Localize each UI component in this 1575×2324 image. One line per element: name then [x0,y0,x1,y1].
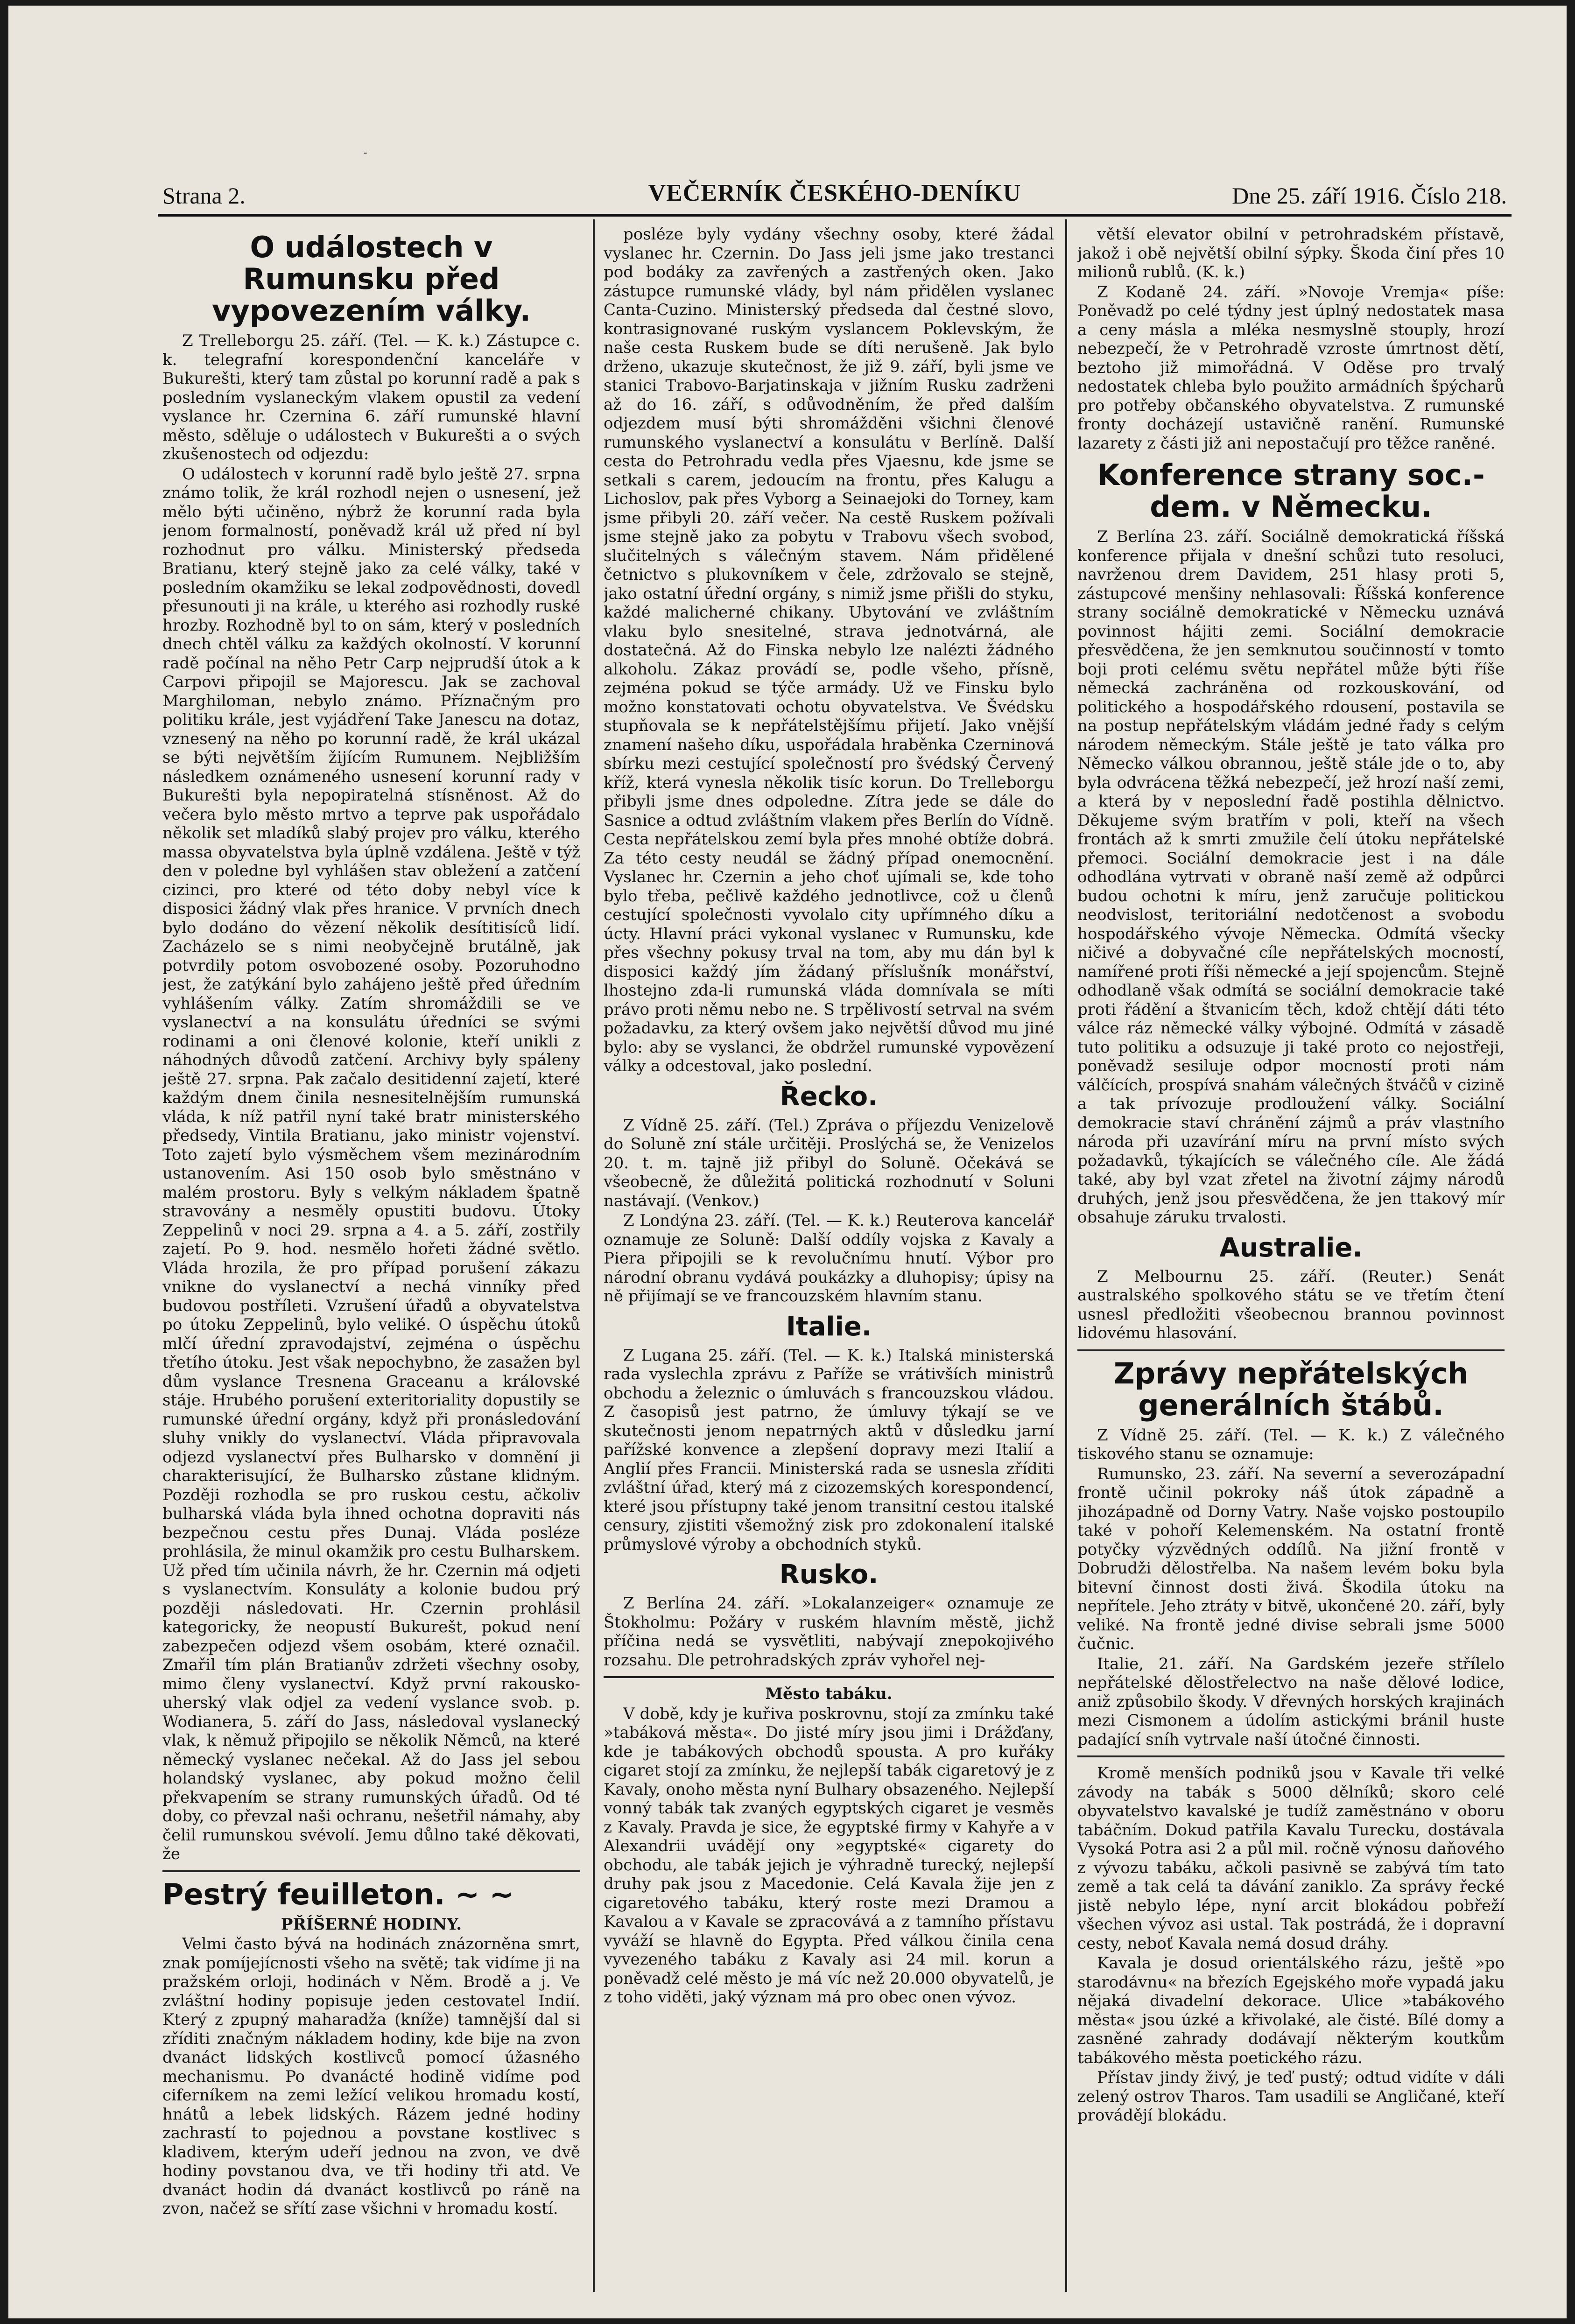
top-mark: - [363,146,367,160]
feuilleton-subtitle: PŘÍŠERNÉ HODINY. [281,1915,462,1934]
paragraph: Z Trelleborgu 25. září. (Tel. — K. k.) Zástupce c. k. telegrafní korespondenční kanceláře v Bukurešti, který tam zůstal po korunní radě a pak s posledním vyslaneckým vlakem opustil za vedení vyslance hr. Czernina 6. září rumunské hlavní město, sděluje o událostech v Bukurešti a o svých zkušenostech od odjezdu: [162,331,580,463]
paragraph: Z Berlína 24. září. »Lokalanzeiger« oznamuje ze Štokholmu: Požáry v ruském hlavním městě, jichž příčina nedá se vysvětliti, nabývají znepokojivého rozsahu. Dle petrohradských zpráv vyhořel nej- [604,1594,1054,1670]
column-2 [604,225,1054,2297]
column-1 [162,225,580,2297]
feuilleton-body [162,1935,580,2219]
subarticle-title: Město tabáku. [765,1685,893,1703]
section-rule [1077,1755,1505,1757]
column-divider-1 [593,219,595,2292]
rusko-continued [1077,225,1505,453]
section-rule [1077,1349,1505,1351]
section-body-italie [604,1346,1054,1554]
paragraph: Přístav jindy živý, je teď pustý; odtud vidíte v dáli zelený ostrov Tharos. Tam usadili se Angličané, kteří provádějí blokádu. [1077,2068,1505,2125]
section-title-italie: Italie. [786,1311,872,1342]
article-body-rumunsko [162,331,580,1864]
section-rule [162,1870,580,1872]
paragraph: Italie, 21. září. Na Gardském jezeře střílelo nepřátelské dělostřelectvo na naše dělové lodice, aniž způsobilo škody. V dřevných horských krajinách mezi Cismonem a údolím astickými bránil huste padající sníh vytrvale naší útočné činnosti. [1077,1654,1505,1749]
paragraph: Z Melbournu 25. září. (Reuter.) Senát australského spolkového státu se ve třetím čtení usnesl předložiti všeobecnou brannou povinnost lidovému hlasování. [1077,1267,1505,1342]
feuilleton-title: Pestrý feuilleton. ~ ~ [162,1877,514,1911]
column-divider-2 [1065,219,1067,2292]
paragraph: Z Londýna 23. září. (Tel. — K. k.) Reuterova kancelář oznamuje ze Soluně: Další oddíly vojska z Kavaly a Piera připojili se k revolučnímu hnutí. Výbor pro národní obranu vydává poukázky a dluhopisy; úpisy na ně přijímají se ve francouzském hlavním stanu. [604,1211,1054,1306]
paragraph: Velmi často bývá na hodinách znázorněna smrt, znak pomíjejícnosti všeho na světě; tak vidíme ji na pražském orloji, hodinách v Něm. Brodě a j. Ve zvláštní hodiny popisuje jeden cestovatel Indií. Který z zpupný maharadža (kníže) tamnější dal si zříditi značným nákladem hodiny, kde bije na zvon dvanáct lidských kostlivců pomocí úžasného mechanismu. Po dvanácté hodině vidíme pod ciferníkem na zemi ležící velikou hromadu kostí, hnátů a lebek lidských. Rázem jedné hodiny zachrastí to pojednou a povstane kostlivec s kladivem, kterým udeří jednou na zvon, ve dvě hodiny povstanou dva, ve tři hodiny tři atd. Ve dvanáct hodin dá dvanáct kostlivců po ráně na zvon, načež se sřítí zase všichni v hromadu kostí. [162,1935,580,2218]
newspaper-title: VEČERNÍK ČESKÉHO-DENÍKU [648,180,1021,206]
date-issue: Dne 25. září 1916. Číslo 218. [1232,183,1507,209]
paragraph: Z Vídně 25. září. (Tel. — K. k.) Z válečného tiskového stanu se oznamuje: [1077,1425,1505,1463]
paragraph: Kavala je dosud orientálského rázu, ještě »po starodávnu« na březích Egejského moře vypadá jaku nějaká divadelní dekorace. Ulice »tabákového města« jsou úzké a křivolaké, ale čisté. Bílé domy a zasněné zahrady dodávají některým koutkům tabákového města poetického rázu. [1077,1954,1505,2067]
section-body-australie [1077,1267,1505,1343]
column-3 [1077,225,1505,2297]
newspaper-page [8,6,1567,2318]
section-title-zpravy: Zprávy nepřátelských generálních štábů. [1113,1356,1469,1422]
page-number: Strana 2. [162,183,246,209]
section-title-rusko: Rusko. [779,1559,879,1590]
paragraph: Rumunsko, 23. září. Na severní a severozápadní frontě učinil pokroky náš útok západně a jihozápadně od Dorny Vatry. Naše vojsko postoupilo také v pohoří Kelemenském. Na ostatní frontě potyčky výzvědných oddílů. Na jižní frontě v Dobrudži dělostřelba. Na našem levém boku byla bitevní činnost dosti živá. Škodila útoku na nepřítele. Jeho ztráty v bitvě, ukončené 20. září, byly veliké. Na frontě jedné divise sebrali jsme 5000 čučnic. [1077,1464,1505,1653]
article-title-rumunsko: O událostech v Rumunsku před vypovezením války. [212,230,531,328]
paragraph: V době, kdy je kuřiva poskrovnu, stojí za zmínku také »tabáková města«. Do jisté míry jsou jimi i Drážďany, kde je tabákových obchodů spousta. A pro kuřáky cigaret stojí za zmínku, že nejlepší tabák cigaretový je z Kavaly, onoho města nyní Bulhary obsazeného. Nejlepší vonný tabák tak zvaných egyptských cigaret je vesměs z Kavaly. Pravda je sice, že egyptské firmy v Kahyře a v Alexandrii uvádějí ony »egyptské« cigarety do obchodu, ale tabák jejich je výhradně turecký, nejlepší druhy pak jsou z Macedonie. Celá Kavala žije jen z cigaretového tabáku, který roste mezi Dramou a Kavalou a v Kavale se zpracovává a z tamního přístavu vyváží se hlavně do Egypta. Před válkou činila cena vyvezeného tabáku z Kavaly asi 24 mil. korun a poněvadž celé město je má víc než 20.000 obyvatelů, je z toho viděti, jaký význam má pro obec onen vývoz. [604,1704,1054,2007]
section-title-konference: Konference strany soc.-dem. v Německu. [1097,458,1485,524]
paragraph: Z Berlína 23. září. Sociálně demokratická říšská konference přijala v dnešní schůzi tuto resoluci, navrženou drem Davidem, 251 hlasy proti 5, zástupcové menšiny nehlasovali: Říšská konference strany sociálně demokratické v Německu uznává povinnost hájiti zemi. Sociální demokracie přesvědčena, že jen semknutou součinností v tomto boji proti celému světu nepřátel může býti říše německá zachráněna od rozkouskování, od politického a hospodářského rdousení, postavila se na postup nepřátelským vládám jedné řady s celým národem německým. Stále ještě je tato válka pro Německo válkou obrannou, ještě stále jde o to, aby byla odvrácena těžká nebezpečí, jež hrozí naší zemi, a která by v neposlední řadě postihla dělnictvo. Děkujeme svým bratřím v poli, kteří na všech frontách až k smrti zmužile čelí útoku nepřátelské přemoci. Sociální demokracie jest i na dále odhodlána vytrvati v obraně naší země až odpůrci budou ochotni k míru, jenž zaručuje politickou neodvislost, teritoriální nedotčenost a svobodu hospodářského vývoje Německa. Odmítá všecky ničivé a dobyvačné cíle nepřátelských mocností, namířené proti říši německé a její spojencům. Stejně odhodlaně však odmítá se sociální demokracie také proti řádění a štvanicím těch, kdož chtějí dáti této válce ráz německé války výbojné. Odmítá v zásadě tuto politiku a odsuzuje ji také proto co nejostřeji, poněvadž sesiluje odpor mocností proti nám válčících, prospívá snahám válečných štváčů v cizině a tak prívozuje prodloužení války. Sociální demokracie staví chránění zájmů a práv vlastního národa při uzavírání míru na první místo svých požadavků, týkajících se válečného cíle. Ale žádá také, aby byl vzat zřetel na životní zájmy národů druhých, jenž jsou přesvědčena, že jen ttakový mír obsahuje záruku trvalosti. [1077,527,1505,1227]
section-body-zpravy [1077,1426,1505,1749]
subarticle-body-continued [1077,1764,1505,2125]
paragraph: posléze byly vydány všechny osoby, které žádal vyslanec hr. Czernin. Do Jass jeli jsme jako trestanci pod bodáky za zavřených a zastřených oken. Jako zástupce rumunské vlády, byl nám přidělen vyslanec Canta-Cuzino. Ministerský předseda dal čestné slovo, kontrasignované ruským vyslancem Poklevským, že naše cesta Ruskem bude se díti nerušeně. Jak bylo drženo, ukazuje skutečnost, že již 9. září, byli jsme ve stanici Trabovo-Barjatinskaja v jižním Rusku zadrženi až do 16. září, s odůvodněním, že před dalším odjezdem musí býti shromážděni všichni členové rumunského vyslanectví a konsulátu v Berlíně. Další cesta do Petrohradu vedla přes Vjaesnu, kde jsme se setkali s carem, jedoucím na frontu, přes Kalugu a Lichoslov, pak přes Vyborg a Seinaejoki do Torney, kam jsme přibyli 20. září večer. Na cestě Ruskem požívali jsme stejně jako za pobytu v Trabovu všech svobod, slučitelných s válečným stavem. Nám přidělené četnictvo s plukovníkem v čele, zdržovalo se stejně, jako ostatní úřední orgány, s nimiž jsme přišli do styku, každé malicherné chikany. Ubytování ve zvláštním vlaku bylo snesitelné, strava jednotvárná, ale dostatečná. Až do Finska nebylo lze nalézti žádného alkoholu. Zákaz provádí se, podle všeho, přísně, zejména pokud se týče armády. Už ve Finsku bylo možno konstatovati ochotu obyvatelstva. Ve Švédsku stupňovala se k nepřátelstějšímu přijetí. Jako vnější znamení našeho díku, uspořádala hraběnka Czerninová sbírku mezi cestující společností pro švédský Červený kříž, která vynesla několik tisíc korun. Do Trelleborgu přibyli jsme dnes odpoledne. Zítra jede se dále do Sasnice a odtud zvláštním vlakem přes Berlín do Vídně. Cesta nepřátelskou zemí byla přes mnohé obtíže dobrá. Za této cesty neudál se žádný případ onemocnění. Vyslanec hr. Czernin a jeho choť ujímali se, kde toho bylo třeba, pečlivě každého jednotlivce, což u členů cestující společnosti vyvolalo city upřímného díku a úcty. Hlavní práci vykonal vyslanec v Rumunsku, kde přes všechny pokusy trval na tom, aby mu dán byl k disposici každý jím žádaný příslušník monářství, lhostejno zda-li rumunská vláda domnívala se míti právo proti němu nebo ne. S trpělivostí setrval na svém požadavku, za který ovšem jako největší důvod mu jiné bylo: aby se vyslanci, že obdržel rumunské vypovězení války a odcestoval, jako poslední. [604,225,1054,1075]
header-rule [158,214,1512,217]
section-body-recko [604,1116,1054,1306]
subarticle-body [604,1705,1054,2007]
paragraph: O událostech v korunní radě bylo ještě 27. srpna známo tolik, že král rozhodl nejen o usnesení, jež mělo býti učiněno, nýbrž že korunní rada byla jenom formalností, poněvadž král už před ní byl rozhodnut pro válku. Ministerský předseda Bratianu, který stejně jako za celé války, také v posledním okamžiku se lekal zodpovědnosti, dovedl přesunouti ji na krále, u kterého asi rozhodly ruské hrozby. Rozhodně byl to on sám, který v posledních dnech chtěl válku za každých okolností. V korunní radě počínal na něho Petr Carp nejprudší útok a k Carpovi připojil se Majorescu. Jak se zachoval Marghiloman, nebylo známo. Příznačným pro politiku krále, jest vyjádření Take Janescu na dotaz, vznesený na něho po korunní radě, že král ukázal se býti největším žijícím Rumunem. Nejbližším následkem oznámeného usnesení korunní rady v Bukurešti byla nepopiratelná stísněnost. Až do večera bylo město mrtvo a teprve pak uspořádalo několik set mladíků slabý projev pro válku, kterého massa obyvatelstva byla úplně vzdálena. Ještě v týž den v poledne byl vyhlášen stav obležení a zatčení cizinci, pro které od této doby nebyl více k disposici žádný vlak přes hranice. V prvních dnech bylo dodáno do vězení několik desítitisíců lidí. Zacházelo se s nimi neobyčejně brutálně, jak potvrdily potom osvobozené osoby. Pozoruhodno jest, že zatýkání bylo zahájeno ještě před úředním vyhlášením války. Zatím shromáždili se ve vyslanectví a na konsulátu úředníci se svými rodinami a oni členové kolonie, kteří unikli z náhodných důvodů zatčení. Archivy byly spáleny ještě 27. srpna. Pak začalo desitidenní zajetí, které každým dnem činila nesnesitelnějším rumunská vláda, k níž patřil nyní také bratr ministerského předsedy, Vintila Bratianu, jako ministr vojenství. Toto zajetí bylo výsměchem všem mezinárodním ustanovením. Asi 150 osob bylo směstnáno v malém prostoru. Byly s velkým nákladem špatně stravovány a nesměly opustiti budovu. Útoky Zeppelinů v noci 29. srpna a 4. a 5. září, zostřily zajetí. Po 9. hod. nesmělo hořeti žádné světlo. Vláda hrozila, že pro případ porušení zákazu vnikne do vyslanectví a nechá vinníky před budovou postříleti. Vzrušení úřadů a obyvatelstva po útoku Zeppelinů, bylo veliké. O úspěchu útoků mlčí úřední zpravodajství, zejména o úspěchu třetího útoku. Jest však nepochybno, že zasažen byl dům vyslance Tresnena Graceanu a královské stáje. Hrubého porušení exteritoriality dopustily se rumunské úřední orgány, když při pronásledování sluhy vnikly do vyslanectví. Vláda připravovala odjezd vyslanectví přes Bulharsko v domnění ji charakterisující, že Bulharsko zůstane klidným. Později rozhodla se pro ruskou cestu, ačkoliv bulharská vláda byla ihned ochotna dopraviti nás bezpečnou cestu přes Dunaj. Vláda posléze prohlásila, že minul okamžik pro cestu Bulharskem. Už před tím učinila návrh, že hr. Czernin má odjeti s vyslanectvím. Konsuláty a kolonie budou prý později následovati. Hr. Czernin prohlásil kategoricky, že neopustí Bukurešt, pokud není zabezpečen odjezd všem osobám, které označil. Zmařil tím plán Bratianův zdržeti všechny osoby, mimo členy vyslanectví. Když první rakousko-uherský vlak odjel za vedení vyslance svob. p. Wodianera, 5. září do Jass, následoval vyslanecký vlak, k němuž připojilo se několik Němců, na které německý vyslanec nečekal. Až do Jass jel sebou holandský vyslanec, aby pokud možno čelil překvapením se strany rumunských úřadů. Od té doby, co převzal naši ochranu, nešetřil námahy, aby čelil rumunskou svévolí. Jemu důlno také děkovati, že [162,464,580,1863]
section-rule [604,1676,1054,1678]
page-header [162,179,1507,212]
paragraph: Z Kodaně 24. září. »Novoje Vremja« píše: Poněvadž po celé týdny jest úplný nedostatek masa a ceny másla a mléka nesmyslně stouply, hrozí nebezpečí, že v Petrohradě vzroste úmrtnost dětí, beztoho již mimořádná. V Oděse pro trvalý nedostatek chleba bylo použito armádních špýcharů pro potřeby občanského obyvatelstva. Z rumunské fronty docházejí ustavičně ranění. Rumunské lazarety z části již ani nepostačují pro těžce raněné. [1077,282,1505,453]
section-title-recko: Řecko. [780,1081,878,1112]
section-body-konference [1077,527,1505,1227]
paragraph: Z Lugana 25. září. (Tel. — K. k.) Italská ministerská rada vyslechla zprávu z Paříže se vrátivších ministrů obchodu a železnic o úmluvách s francouzskou vládou. Z časopisů jest patrno, že úmluvy týkají se ve skutečnosti jenom nepatrných aktů v důsledku jarní pařížské konvence a zlepšení dopravy mezi Italií a Anglií přes Francii. Ministerská rada se usnesla zříditi zvláštní úřad, který má z cizozemských korespondencí, které jsou přístupny také jenom transitní cestou italské censury, zjistiti všemožný zisk pro zdokonalení italské průmyslové výroby a obchodních styků. [604,1346,1054,1554]
paragraph: Z Vídně 25. září. (Tel.) Zpráva o příjezdu Venizelově do Soluně zní stále určitěji. Proslýchá se, že Venizelos 20. t. m. tajně již přibyl do Soluně. Očekává se všeobecně, že důležitá politická rozhodnutí v Soluni nastávají. (Venkov.) [604,1116,1054,1210]
section-body-rusko [604,1594,1054,1670]
paragraph: Kromě menších podniků jsou v Kavale tři velké závody na tabák s 5000 dělníků; skoro celé obyvatelstvo kavalské je tudíž zaměstnáno v oboru tabáčním. Dokud patřila Kavalu Turecku, dostávala Vysoká Potra asi 2 a půl mil. ročně výnosu daňového z vývozu tabáku, ačkoli pasivně se zabývá tím tato země a tak celá ta dávání zaniklo. Za správy řecké jistě nebylo lépe, nyní arcit blokádou pobřeží všechen vývoz asi ustal. Tak postrádá, že i dopravní cesty, neboť Kavala nemá dosud dráhy. [1077,1764,1505,1953]
section-title-australie: Australie. [1219,1232,1363,1263]
article-body-continued [604,225,1054,1076]
paragraph: větší elevator obilní v petrohradském přístavě, jakož i obě největší obilní sýpky. Škoda činí přes 10 milionů rublů. (K. k.) [1077,225,1505,281]
